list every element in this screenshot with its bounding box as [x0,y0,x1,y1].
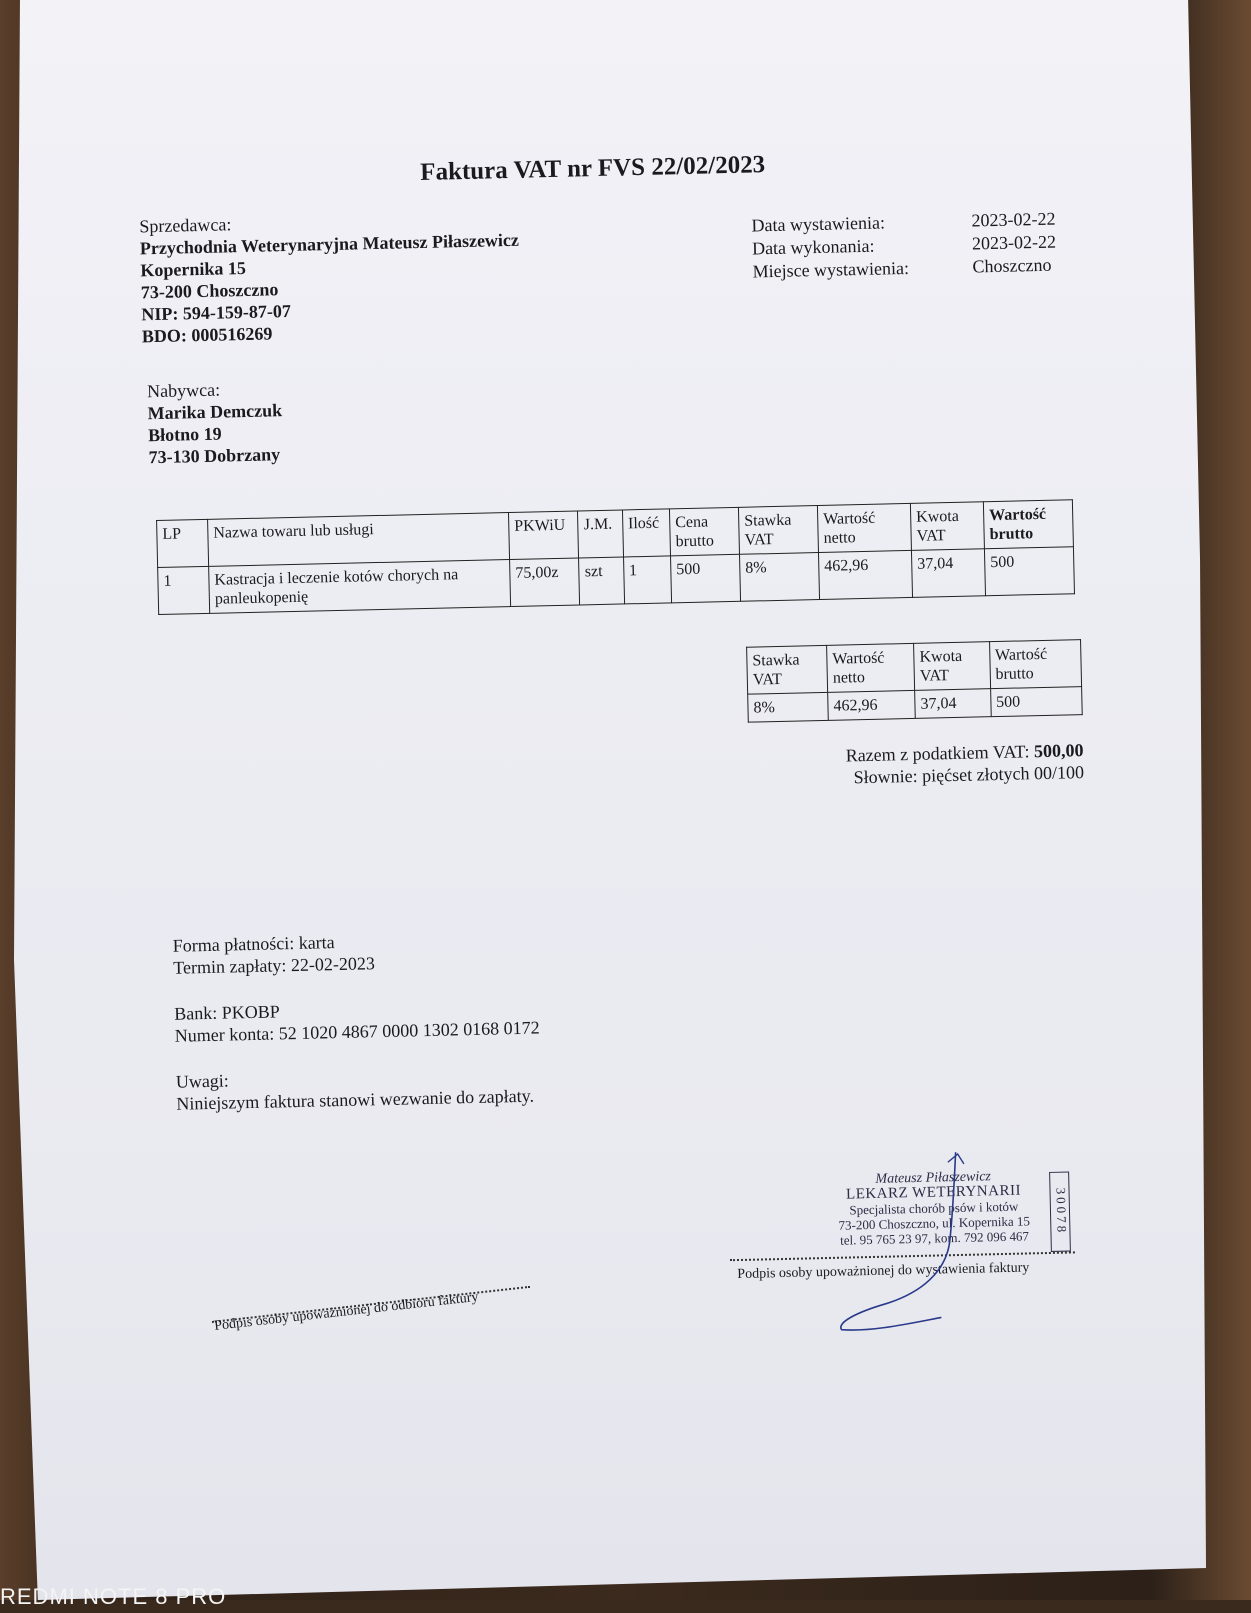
total-value: 500,00 [1033,740,1084,762]
invoice-meta [751,208,1056,284]
seller-bdo: BDO: 000516269 [141,323,273,347]
stamp-phone: tel. 95 765 23 97, kom. 792 096 467 [839,1228,1030,1248]
stamp-number: 30078 [1049,1172,1071,1252]
stamp-name: Mateusz Piłaszewicz [875,1169,992,1187]
header-vat-rate: Stawka VAT [738,506,818,555]
header-qty: Ilość [622,509,670,557]
exec-date-value: 2023-02-22 [971,231,1057,254]
header-lp: LP [157,519,209,567]
cell-name: Kastracja i leczenie kotów chorych na panleukopenię [209,560,511,614]
sum-cell-vat-rate: 8% [748,692,829,722]
buyer-name: Marika Demczuk [147,400,283,424]
sum-header-gross-value: Wartość brutto [989,640,1081,689]
header-jm: J.M. [578,510,623,558]
photo-watermark: REDMI NOTE 8 PRO [0,1584,227,1609]
items-table [156,499,1075,615]
cell-pkwiu: 75,00z [510,558,581,607]
sum-cell-net-value: 462,96 [828,690,916,720]
place-value: Choszczno [972,254,1052,277]
sum-header-vat-amount: Kwota VAT [914,642,991,691]
header-net-value: Wartość netto [817,503,911,552]
seller-nip: NIP: 594-159-87-07 [141,300,292,325]
notes-label: Uwagi: [175,1070,230,1092]
cell-jm: szt [579,557,624,605]
header-gross-value: Wartość brutto [983,500,1073,549]
receiver-signature-caption: Podpis osoby upoważnionej do odbioru faktury [213,1289,480,1334]
sum-header-net-value: Wartość netto [827,643,915,692]
issue-date-value: 2023-02-22 [971,208,1056,231]
seller-name: Przychodnia Weterynaryjna Mateusz Piłaszewicz [139,229,520,259]
total-in-words: Słownie: pięćset złotych 00/100 [853,762,1085,788]
sum-cell-gross-value: 500 [990,687,1082,717]
buyer-block [147,377,283,468]
bank-account: Numer konta: 52 1020 4867 0000 1302 0168 0172 [174,1017,540,1046]
cell-vat-amount: 37,04 [911,549,985,598]
buyer-label: Nabywca: [146,379,221,402]
header-name: Nazwa towaru lub usługi [208,513,510,567]
cell-vat-rate: 8% [739,553,819,602]
cell-net-value: 462,96 [818,550,912,599]
cell-gross-price: 500 [671,554,741,603]
sum-header-vat-rate: Stawka VAT [747,645,828,694]
issue-date-label: Data wystawienia: [751,212,886,236]
notes-text: Niniejszym faktura stanowi wezwanie do zapłaty. [176,1085,535,1114]
seller-city: 73-200 Choszczno [140,279,279,303]
exec-date-label: Data wykonania: [751,235,875,259]
handwritten-signature [828,1152,982,1335]
bank-name: Bank: PKOBP [174,1001,281,1024]
cell-lp: 1 [158,566,210,614]
buyer-street: Błotno 19 [147,423,222,446]
summary-table [746,639,1083,723]
seller-label: Sprzedawca: [139,214,232,237]
sum-cell-vat-amount: 37,04 [915,689,991,719]
seller-block [139,207,521,348]
place-label: Miejsce wystawienia: [752,257,910,282]
cell-qty: 1 [623,556,671,604]
header-gross-price: Cena brutto [669,507,739,556]
issuer-signature-caption: Podpis osoby upoważnionej do wystawienia faktury [737,1260,1030,1283]
header-vat-amount: Kwota VAT [910,502,984,551]
payment-due: Termin zapłaty: 22-02-2023 [173,953,376,978]
cell-gross-value: 500 [984,547,1074,596]
summary-table-header [747,640,1082,695]
stamp-address: 73-200 Choszczno, ul. Kopernika 15 [838,1213,1031,1233]
stamp-title: LEKARZ WETERYNARII [845,1182,1022,1203]
totals-block [823,739,1084,789]
payment-block [172,927,541,1115]
buyer-city: 73-130 Dobrzany [148,444,281,468]
seller-street: Kopernika 15 [140,257,247,281]
header-pkwiu: PKWiU [508,511,579,560]
stamp-specialty: Specjalista chorób psów i kotów [849,1198,1019,1218]
total-label: Razem z podatkiem VAT: [845,741,1030,766]
payment-form: Forma płatności: karta [172,932,335,956]
invoice-title: Faktura VAT nr FVS 22/02/2023 [419,151,766,186]
